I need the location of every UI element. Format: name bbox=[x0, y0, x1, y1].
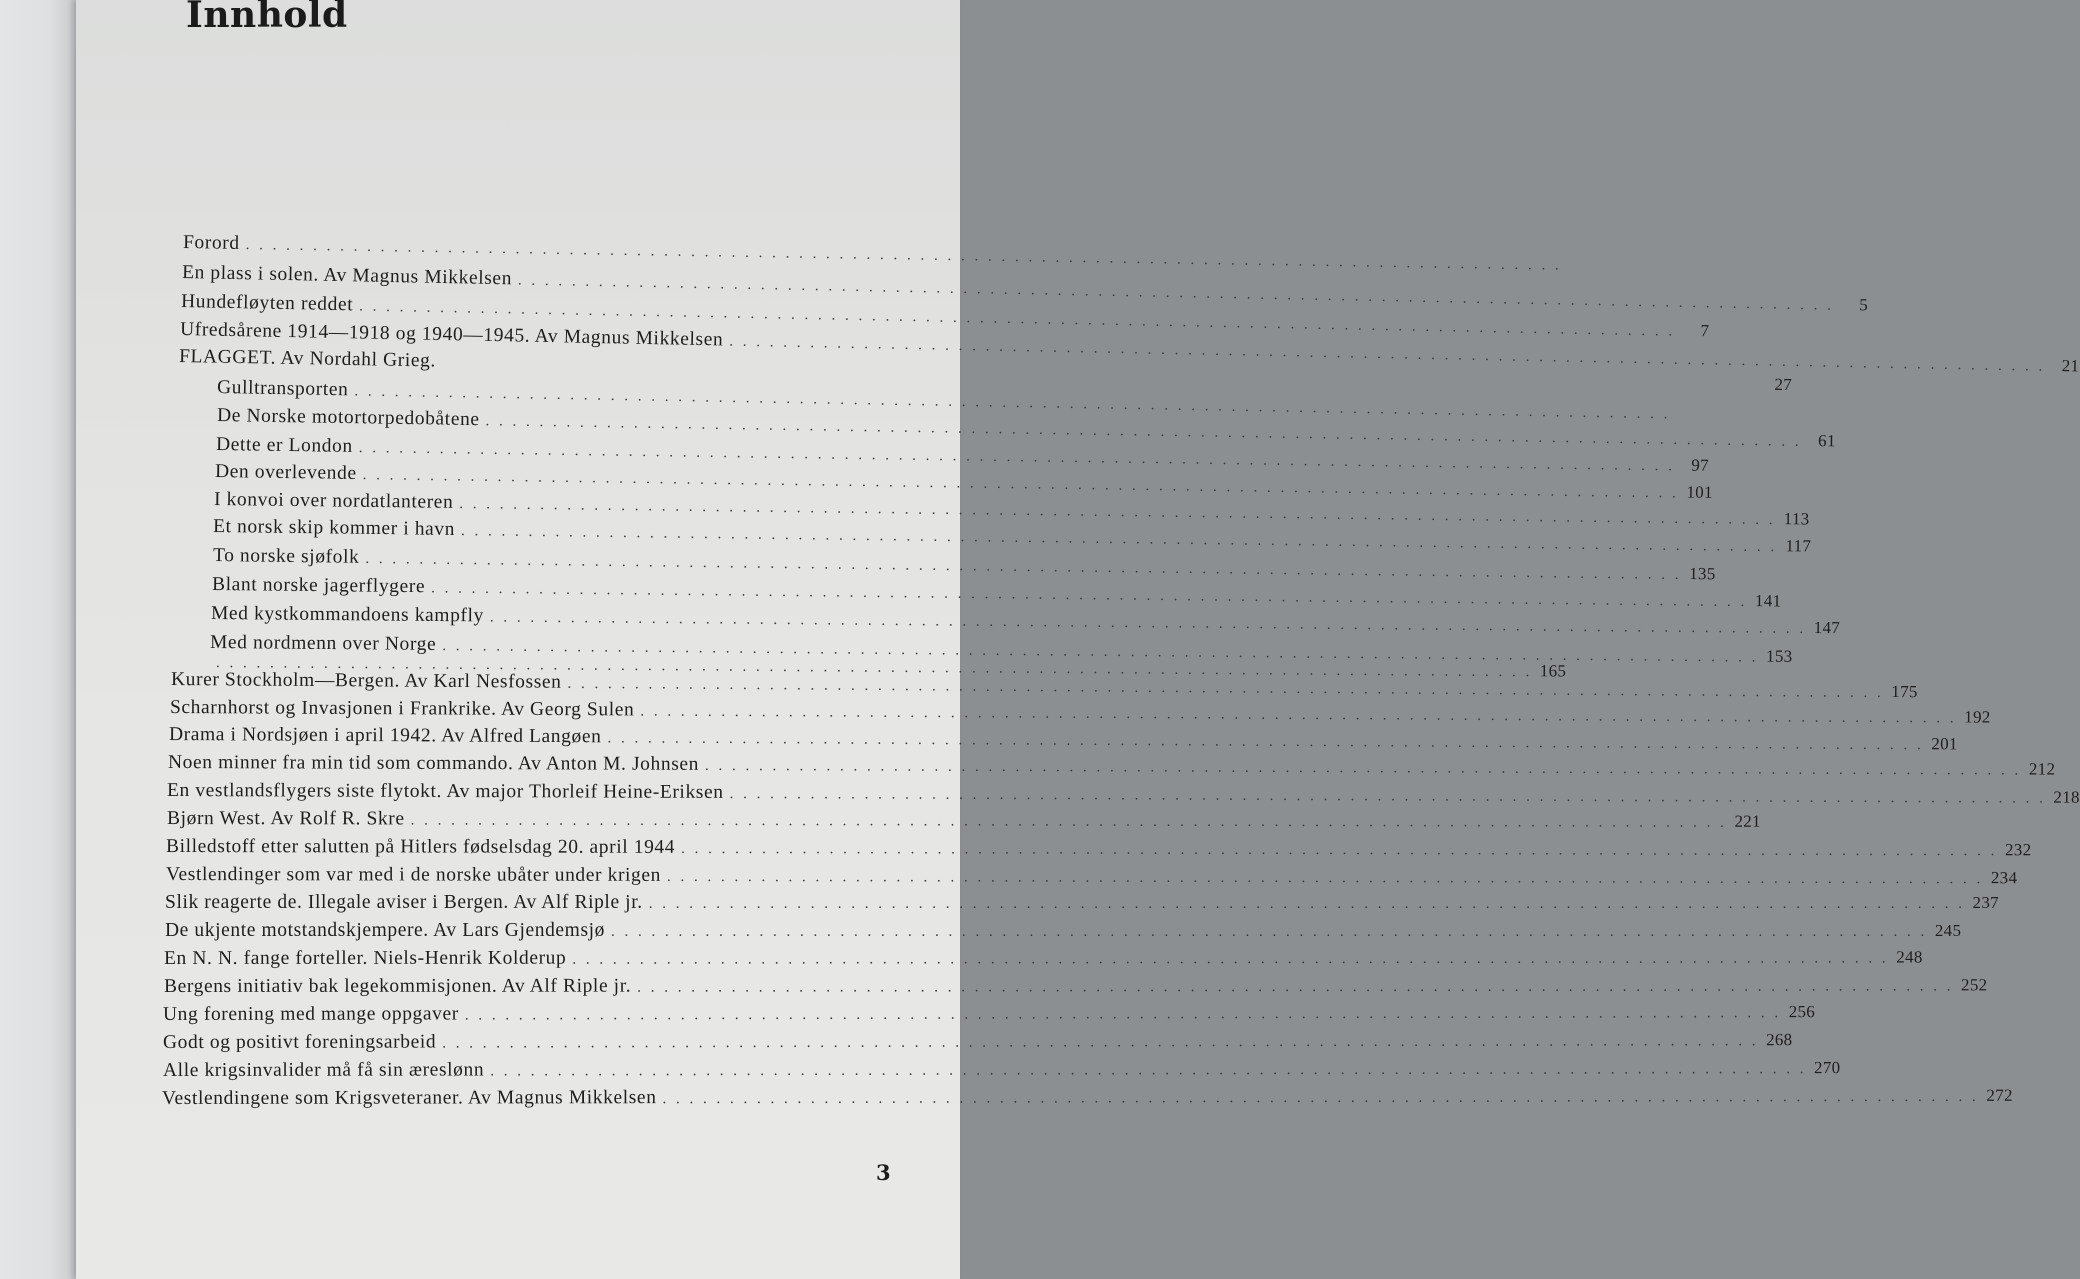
toc-entry-page: 272 bbox=[1986, 1085, 2013, 1105]
toc-entry-title: Den overlevende bbox=[214, 461, 357, 484]
toc-entry-title: Kurer Stockholm—Bergen. Av Karl Nesfossen bbox=[170, 669, 562, 693]
left-page-edge bbox=[0, 0, 80, 1279]
toc-entry-page: 5 bbox=[1859, 295, 1869, 315]
toc-entry-title: Ung forening med mange oppgaver bbox=[162, 1003, 459, 1025]
dot-leader bbox=[681, 841, 1997, 860]
dot-leader bbox=[730, 786, 2046, 808]
toc-entry bbox=[165, 864, 2018, 891]
toc-entry-title: Slik reagerte de. Illegale aviser i Bergen. Av Alf Riple jr. bbox=[165, 892, 643, 913]
toc-entry-page: 256 bbox=[1788, 1002, 1816, 1022]
toc-entry-page: 165 bbox=[1539, 661, 1567, 681]
dot-leader bbox=[611, 924, 1927, 941]
toc-entry bbox=[162, 1058, 1841, 1086]
dot-leader bbox=[572, 950, 1888, 968]
dot-leader bbox=[649, 896, 1965, 913]
dot-leader bbox=[637, 978, 1953, 996]
toc-entry-page: 101 bbox=[1686, 482, 1713, 502]
dot-leader bbox=[705, 758, 2021, 780]
toc-entry-page: 237 bbox=[1972, 893, 1999, 912]
toc-entry bbox=[163, 975, 1988, 1002]
toc-entry-page: 153 bbox=[1765, 646, 1793, 666]
toc-entry-title: Scharnhorst og Invasjonen i Frankrike. Av Georg Sulen bbox=[169, 697, 635, 721]
toc-entry-title: Med nordmenn over Norge bbox=[209, 632, 437, 655]
toc-entry bbox=[165, 920, 1962, 946]
toc-entry-title: Bjørn West. Av Rolf R. Skre bbox=[166, 808, 405, 830]
toc-entry-title: To norske sjøfolk bbox=[212, 545, 360, 568]
toc-entry bbox=[162, 1030, 1793, 1058]
toc-entry-page: 61 bbox=[1817, 431, 1836, 451]
dot-leader bbox=[490, 609, 1806, 637]
toc-entry-page: 212 bbox=[2028, 759, 2056, 779]
toc-entry-title: Forord bbox=[182, 232, 240, 254]
toc-entry-page: 147 bbox=[1813, 617, 1841, 638]
toc-entry bbox=[166, 780, 2080, 809]
dot-leader bbox=[490, 1061, 1806, 1080]
toc-entry-title: En N. N. fange forteller. Niels-Henrik Kolderup bbox=[163, 947, 567, 969]
toc-entry-page: 141 bbox=[1754, 591, 1782, 611]
toc-entry-title: I konvoi over nordatlanteren bbox=[213, 489, 454, 513]
page-number: 3 bbox=[876, 1160, 891, 1185]
toc-entry-page: 201 bbox=[1931, 734, 1958, 754]
toc-entry-title: Blant norske jagerflygere bbox=[211, 574, 426, 598]
toc-entry-title: Et norsk skip kommer i havn bbox=[212, 516, 456, 540]
toc-entry-page: 221 bbox=[1734, 811, 1761, 831]
dot-leader bbox=[567, 676, 1883, 702]
toc-entry bbox=[166, 808, 1761, 835]
dot-leader bbox=[729, 334, 2045, 376]
table-of-contents bbox=[76, 0, 2080, 1279]
toc-entry-page: 7 bbox=[1700, 321, 1710, 341]
toc-entry-page: 21 bbox=[2061, 356, 2080, 376]
dot-leader bbox=[442, 1033, 1758, 1052]
toc-entry-title: Dette er London bbox=[215, 434, 353, 457]
toc-entry bbox=[210, 603, 1841, 638]
toc-entry-title: Med kystkommandoens kampfly bbox=[210, 603, 485, 627]
toc-entry-title: En plass i solen. Av Magnus Mikkelsen bbox=[181, 262, 513, 290]
toc-entry bbox=[162, 1002, 1816, 1030]
toc-entry-page: 252 bbox=[1961, 975, 1988, 995]
toc-entry-page: 175 bbox=[1891, 682, 1918, 702]
toc-entry-title: De Norske motortorpedobåtene bbox=[216, 405, 480, 431]
toc-entry-title: En vestlandsflygers siste flytokt. Av major Thorleif Heine-Eriksen bbox=[166, 780, 724, 803]
toc-entry-title: Bergens initiativ bak legekommisjonen. Av Alf Riple jr. bbox=[163, 975, 632, 997]
toc-entry-title: Vestlendingene som Krigsveteraner. Av Magnus Mikkelsen bbox=[161, 1087, 657, 1109]
toc-entry-page: 117 bbox=[1785, 536, 1812, 556]
toc-entry-title: Godt og positivt foreningsarbeid bbox=[162, 1031, 437, 1053]
toc-entry-page: 113 bbox=[1783, 509, 1810, 529]
toc-entry bbox=[169, 697, 1991, 727]
toc-entry-page: 248 bbox=[1896, 947, 1923, 967]
toc-entry-title: Ufredsårene 1914—1918 og 1940—1945. Av Magnus Mikkelsen bbox=[179, 319, 724, 351]
toc-entry-title: Billedstoff etter salutten på Hitlers fødselsdag 20. april 1944 bbox=[165, 836, 676, 858]
dot-leader bbox=[667, 869, 1983, 888]
toc-entry bbox=[163, 947, 1923, 974]
toc-entry-page: 234 bbox=[1990, 868, 2018, 888]
dot-leader bbox=[640, 703, 1956, 727]
toc-entry-page: 27 bbox=[1774, 374, 1793, 395]
toc-entry-page: 270 bbox=[1814, 1058, 1841, 1078]
page-title: Innhold bbox=[186, 0, 348, 36]
toc-entry bbox=[167, 752, 2056, 781]
dot-leader bbox=[411, 812, 1727, 831]
toc-entry-title: Drama i Nordsjøen i april 1942. Av Alfred Langøen bbox=[168, 724, 602, 748]
book-page bbox=[76, 0, 2080, 1279]
toc-entry-title: Hundefløyten reddet bbox=[180, 291, 354, 316]
toc-entry-page: 218 bbox=[2053, 787, 2080, 807]
dot-leader bbox=[663, 1089, 1979, 1108]
toc-entry-title: Noen minner fra min tid som commando. Av Anton M. Johnsen bbox=[167, 752, 700, 775]
dot-leader bbox=[607, 730, 1923, 754]
toc-entry-page: 232 bbox=[2004, 840, 2032, 860]
toc-entry-title: De ukjente motstandskjempere. Av Lars Gjendemsjø bbox=[165, 920, 606, 941]
toc-entry-page: 268 bbox=[1766, 1030, 1793, 1050]
toc-entry-title: Vestlendinger som var med i de norske ubåter under krigen bbox=[165, 864, 662, 886]
dot-leader bbox=[465, 1005, 1781, 1024]
toc-entry bbox=[161, 1085, 2013, 1114]
toc-entry bbox=[165, 836, 2032, 863]
toc-entry-page: 97 bbox=[1691, 455, 1710, 475]
toc-entry-title: Gulltransporten bbox=[216, 377, 349, 401]
toc-entry-page: 192 bbox=[1964, 707, 1991, 727]
toc-entry-page bbox=[1674, 418, 1704, 419]
toc-entry-title: Alle krigsinvalider må få sin æreslønn bbox=[162, 1059, 485, 1081]
toc-entry-page: 135 bbox=[1689, 564, 1716, 584]
toc-entry bbox=[168, 724, 1958, 754]
toc-entry-title: FLAGGET. Av Nordahl Grieg. bbox=[178, 346, 437, 372]
toc-entry bbox=[165, 892, 1999, 918]
toc-entry-page: 245 bbox=[1934, 921, 1962, 940]
